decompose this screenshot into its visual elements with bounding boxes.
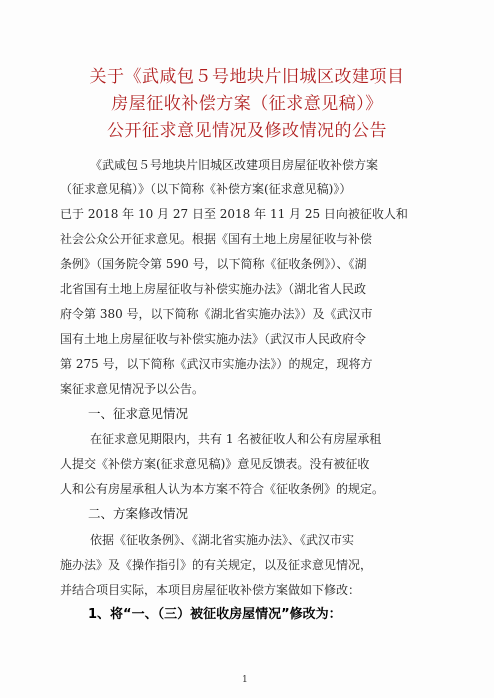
- notice-title-line-3: 公开征求意见情况及修改情况的公告: [107, 121, 387, 141]
- intro-line-3: 已于 2018 年 10 月 27 日至 2018 年 11 月 25 日向被征收人和: [60, 207, 408, 221]
- page-number: 1: [242, 675, 248, 685]
- section-heading-revisions: 二、方案修改情况: [88, 506, 189, 521]
- intro-line-8: 国有土地上房屋征收与补偿实施办法》（武汉市人民政府令: [60, 332, 367, 346]
- section2-line-1: 依据《征收条例》、《湖北省实施办法》、《武汉市实: [90, 533, 355, 547]
- intro-line-1: 《武咸包５号地块片旧城区改建项目房屋征收补偿方案: [90, 158, 379, 172]
- section1-line-3: 人和公有房屋承租人认为本方案不符合《征收条例》的规定。: [60, 482, 385, 496]
- intro-line-10: 案征求意见情况予以公告。: [60, 382, 205, 396]
- item1-heading: 1、将“一、（三）被征收房屋情况”修改为：: [88, 607, 342, 622]
- section2-line-2: 施办法》及《操作指引》的有关规定，以及征求意见情况，: [60, 558, 373, 572]
- section1-line-2: 人提交《补偿方案(征求意见稿)》意见反馈表。没有被征收: [60, 457, 370, 471]
- notice-title-line-1: 关于《武咸包５号地块片旧城区改建项目: [89, 67, 405, 87]
- intro-line-9: 第 275 号，以下简称《武汉市实施办法》）的规定，现将方: [60, 357, 373, 371]
- section1-line-1: 在征求意见期限内，共有 1 名被征收人和公有房屋承租: [90, 432, 382, 446]
- section2-line-3: 并结合项目实际，本项目房屋征收补偿方案做如下修改：: [60, 583, 361, 597]
- intro-line-5: 条例》（国务院令第 590 号，以下简称《征收条例》）、《湖: [60, 257, 367, 271]
- intro-line-2: （征求意见稿）》（以下简称《补偿方案(征求意见稿)》）: [60, 182, 352, 196]
- intro-line-4: 社会公众公开征求意见。根据《国有土地上房屋征收与补偿: [60, 232, 373, 246]
- intro-line-7: 府令第 380 号，以下简称《湖北省实施办法》）及《武汉市: [60, 307, 373, 321]
- notice-title-line-2: 房屋征收补偿方案（征求意见稿）》: [111, 94, 383, 114]
- section-heading-comments: 一、征求意见情况: [88, 406, 189, 421]
- intro-line-6: 北省国有土地上房屋征收与补偿实施办法》（湖北省人民政: [60, 282, 367, 296]
